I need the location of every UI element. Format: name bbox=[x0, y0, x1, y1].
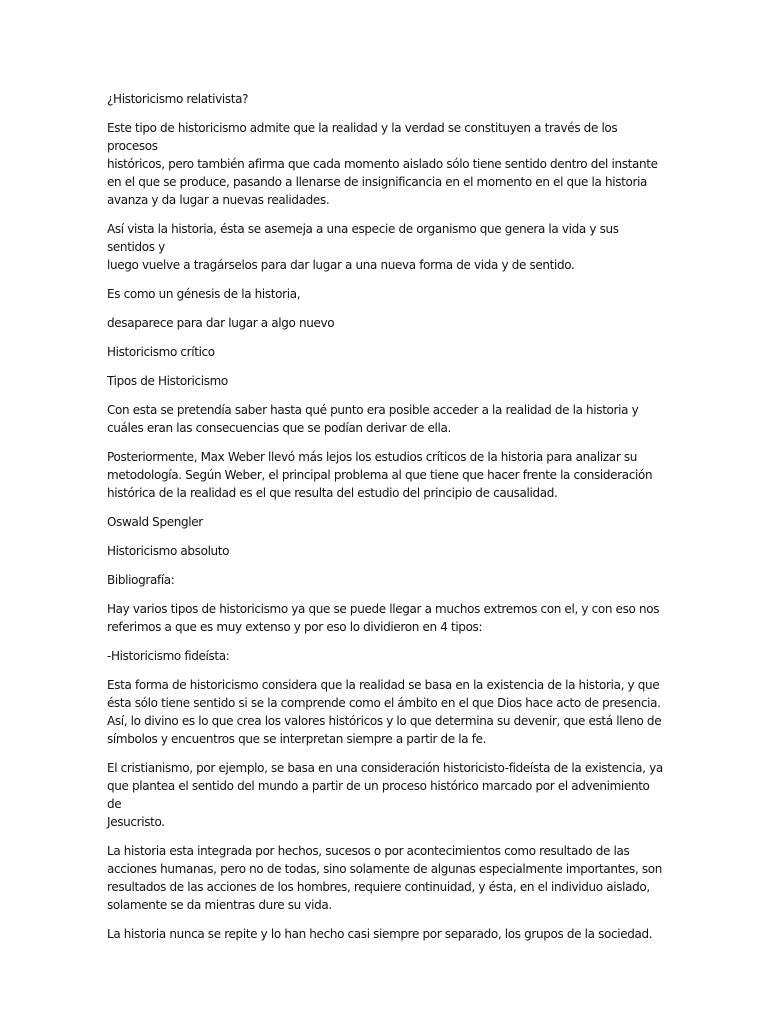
heading-historicismo-fideista: -Historicismo fideísta: bbox=[107, 649, 230, 663]
paragraph-historia-hechos: La historia esta integrada por hechos, sucesos o por acontecimientos como resultado de las acciones humanas, pero no de todas, sino solamente de algunas especialmente importantes, son resultados de las acciones de los hombres, requiere continuidad, y ésta, en el individuo aislado, solamente se da mientras dure su vida. bbox=[107, 844, 663, 912]
paragraph-genesis: Es como un génesis de la historia, bbox=[107, 287, 301, 301]
heading-historicismo-relativista: ¿Historicismo relativista? bbox=[107, 92, 249, 106]
paragraph-fideista-definition: Esta forma de historicismo considera que la realidad se basa en la existencia de la historia, y que ésta sólo tiene sentido si se la comprende como el ámbito en el que Dios hace acto de presencia. Así, lo divino es lo que crea los valores históricos y lo que determina su devenir, que está lleno de símbolos y encuentros que se interpretan siempre a partir de la fe. bbox=[107, 678, 662, 746]
paragraph-con-esta: Con esta se pretendía saber hasta qué punto era posible acceder a la realidad de la historia y cuáles eran las consecuencias que se podían derivar de ella. bbox=[107, 403, 639, 435]
document-page bbox=[107, 90, 667, 954]
paragraph-desaparece: desaparece para dar lugar a algo nuevo bbox=[107, 316, 335, 330]
heading-historicismo-absoluto: Historicismo absoluto bbox=[107, 544, 230, 558]
heading-tipos-historicismo: Tipos de Historicismo bbox=[107, 374, 228, 388]
paragraph-historia-nunca: La historia nunca se repite y lo han hecho casi siempre por separado, los grupos de la sociedad. bbox=[107, 927, 653, 941]
paragraph-varios-tipos: Hay varios tipos de historicismo ya que se puede llegar a muchos extremos con el, y con eso nos referimos a que es muy extenso y por eso lo dividieron en 4 tipos: bbox=[107, 602, 660, 634]
paragraph-cristianismo: El cristianismo, por ejemplo, se basa en una consideración historicisto-fideísta de la existencia, ya que plantea el sentido del mundo a partir de un proceso histórico marcado por el advenimiento de Jesucristo. bbox=[107, 761, 663, 829]
paragraph-relativista-definition: Este tipo de historicismo admite que la realidad y la verdad se constituyen a través de los procesos históricos, pero también afirma que cada momento aislado sólo tiene sentido dentro del instante en el que se produce, pasando a llenarse de insignificancia en el momento en el que la historia avanza y da lugar a nuevas realidades. bbox=[107, 121, 658, 207]
heading-bibliografia: Bibliografía: bbox=[107, 573, 175, 587]
paragraph-organismo: Así vista la historia, ésta se asemeja a una especie de organismo que genera la vida y sus sentidos y luego vuelve a tragárselos para dar lugar a una nueva forma de vida y de sentido. bbox=[107, 222, 619, 272]
heading-oswald-spengler: Oswald Spengler bbox=[107, 515, 203, 529]
heading-historicismo-critico: Historicismo crítico bbox=[107, 345, 215, 359]
paragraph-max-weber: Posteriormente, Max Weber llevó más lejos los estudios críticos de la historia para analizar su metodología. Según Weber, el principal problema al que tiene que hacer frente la consideración histórica de la realidad es el que resulta del estudio del principio de causalidad. bbox=[107, 450, 653, 500]
